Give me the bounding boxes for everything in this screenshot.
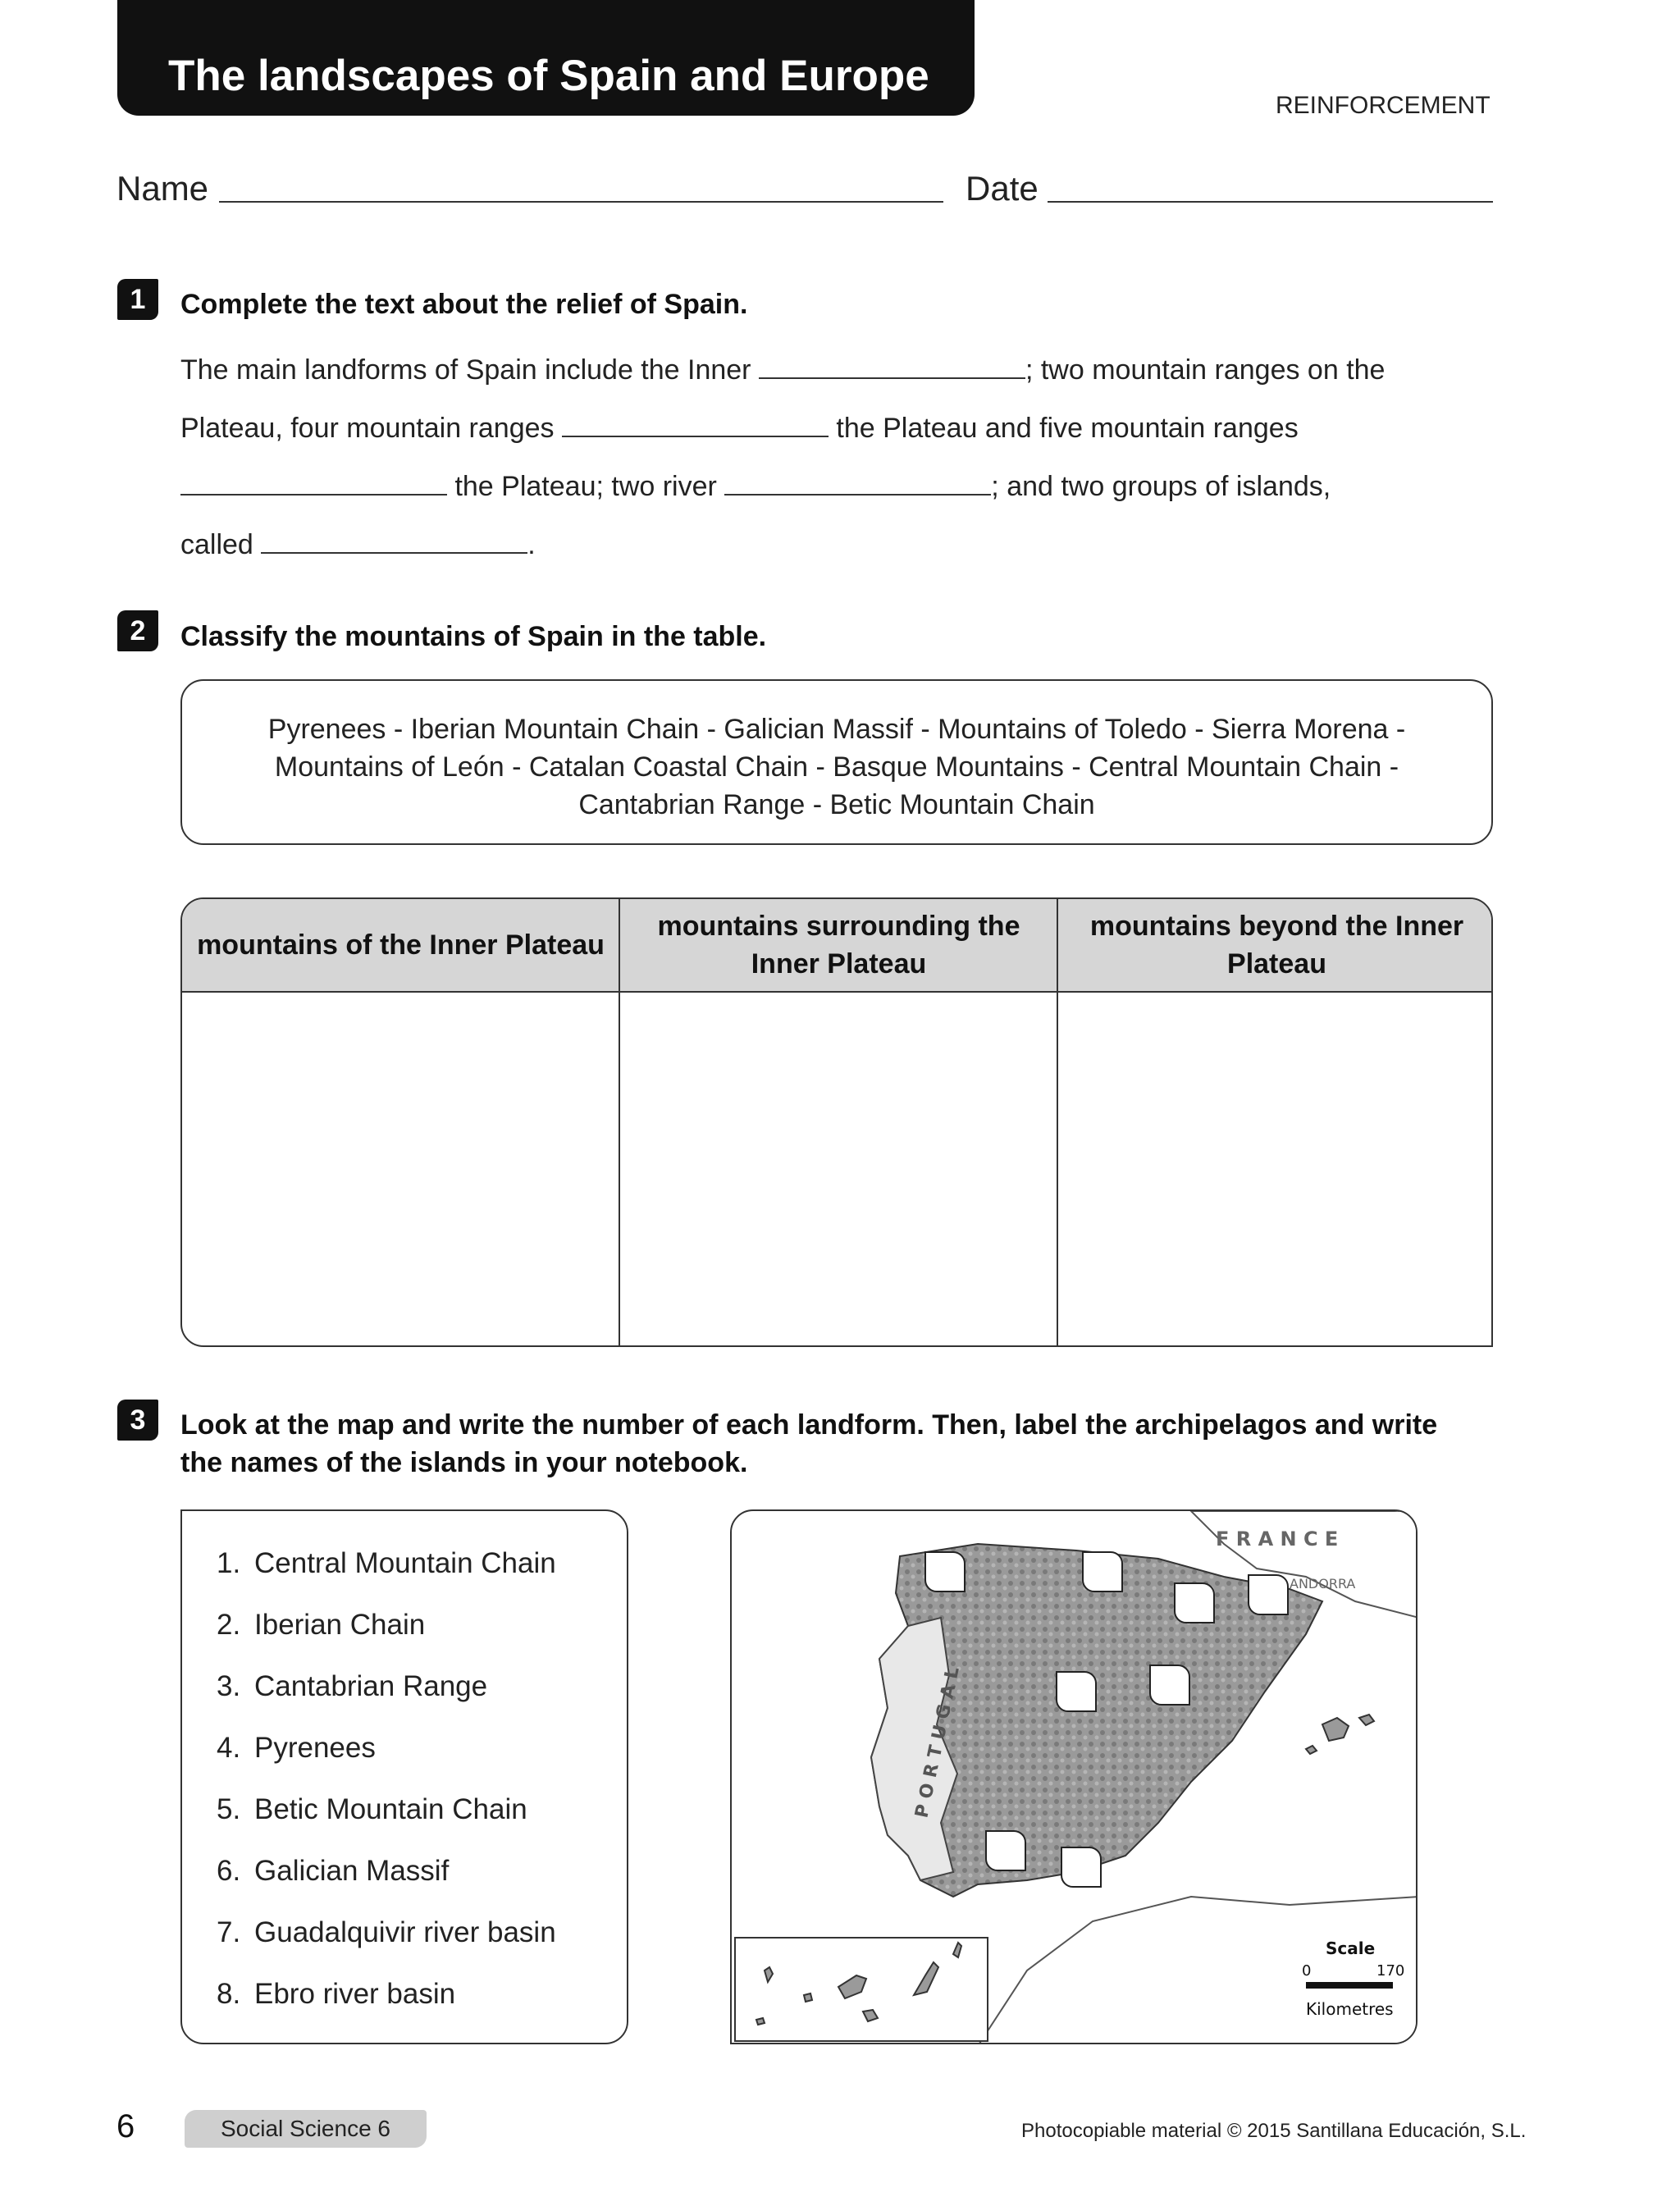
north-africa-land xyxy=(978,1897,1418,2044)
list-item: 6. Galician Massif xyxy=(217,1855,450,1887)
page-number: 6 xyxy=(116,2108,135,2144)
word-line: Pyrenees - Iberian Mountain Chain - Galician Massif - Mountains of Toledo - Sierra Morena - xyxy=(267,714,1406,745)
answer-marker[interactable] xyxy=(925,1552,965,1591)
answer-marker[interactable] xyxy=(1150,1665,1189,1705)
list-item: 3. Cantabrian Range xyxy=(217,1670,488,1702)
list-item: 8. Ebro river basin xyxy=(217,1978,456,2010)
word-line: Mountains of León - Catalan Coastal Chain - Basque Mountains - Central Mountain Chain - xyxy=(274,751,1399,783)
scale-title: Scale xyxy=(1326,1939,1376,1958)
answer-marker[interactable] xyxy=(1057,1672,1096,1711)
text-segment: ; and two groups of islands, xyxy=(991,471,1331,502)
exercise-3-number: 3 xyxy=(117,1400,158,1441)
fill-blank-4[interactable] xyxy=(724,493,991,495)
text-segment: the Plateau and five mountain ranges xyxy=(836,413,1299,444)
fill-blank-1[interactable] xyxy=(759,377,1025,379)
fill-blank-5[interactable] xyxy=(261,551,527,554)
answer-marker[interactable] xyxy=(1083,1552,1122,1591)
list-item: 7. Guadalquivir river basin xyxy=(217,1916,556,1948)
table-cell-surrounding[interactable] xyxy=(620,993,1057,1345)
exercise-3-instruction-line-1: Look at the map and write the number of each landform. Then, label the archipelagos and write xyxy=(180,1409,1438,1441)
text-segment: the Plateau; two river xyxy=(454,471,717,502)
list-item: 5. Betic Mountain Chain xyxy=(217,1793,527,1825)
word-line: Cantabrian Range - Betic Mountain Chain xyxy=(578,789,1095,820)
exercise-1-instruction: Complete the text about the relief of Spain. xyxy=(180,289,748,320)
fill-blank-3[interactable] xyxy=(180,493,447,495)
list-item: 4. Pyrenees xyxy=(217,1732,376,1764)
date-field[interactable] xyxy=(1048,201,1493,203)
answer-marker[interactable] xyxy=(1249,1575,1288,1614)
table-header-beyond: mountains beyond the Inner Plateau xyxy=(1089,911,1464,980)
fill-text-line-2 xyxy=(180,413,1299,445)
fill-blank-2[interactable] xyxy=(562,435,829,437)
scale-min: 0 xyxy=(1302,1962,1312,1980)
text-segment: ; two mountain ranges on the xyxy=(1025,354,1386,386)
scale-max: 170 xyxy=(1376,1962,1405,1980)
table-header-surrounding: mountains surrounding the Inner Plateau xyxy=(657,911,1020,980)
exercise-2-number: 2 xyxy=(117,610,158,651)
fill-text-line-3 xyxy=(180,471,1331,503)
balearic-islands xyxy=(1306,1715,1374,1754)
scale-bar xyxy=(1306,1982,1393,1989)
fill-text-line-1 xyxy=(180,354,1385,386)
scale-unit: Kilometres xyxy=(1306,1999,1394,2019)
table-header-inner-plateau: mountains of the Inner Plateau xyxy=(197,929,605,961)
text-segment: . xyxy=(527,529,536,560)
answer-marker[interactable] xyxy=(1175,1583,1214,1623)
portugal-label: P O R T U G A L xyxy=(911,1665,964,1820)
section-tag: REINFORCEMENT xyxy=(1276,92,1491,119)
exercise-1-number: 1 xyxy=(117,279,158,320)
table-cell-beyond[interactable] xyxy=(1058,993,1491,1345)
list-item: 1. Central Mountain Chain xyxy=(217,1547,556,1579)
exercise-3-instruction-line-2: the names of the islands in your notebook. xyxy=(180,1447,748,1478)
relief-map xyxy=(730,1509,1418,2044)
answer-marker[interactable] xyxy=(1061,1847,1101,1887)
landform-list xyxy=(180,1509,628,2044)
name-label: Name xyxy=(116,169,209,208)
exercise-2-instruction: Classify the mountains of Spain in the table. xyxy=(180,621,767,652)
france-label: F R A N C E xyxy=(1216,1528,1339,1550)
table-cell-inner-plateau[interactable] xyxy=(182,993,619,1345)
text-segment: Plateau, four mountain ranges xyxy=(180,413,555,444)
book-title-tab: Social Science 6 xyxy=(185,2110,427,2148)
text-segment: The main landforms of Spain include the Inner xyxy=(180,354,751,386)
date-label: Date xyxy=(966,169,1039,208)
page-title: The landscapes of Spain and Europe xyxy=(168,52,929,100)
text-segment: called xyxy=(180,529,253,560)
andorra-label: ANDORRA xyxy=(1290,1576,1356,1591)
fill-text-line-4 xyxy=(180,529,536,561)
list-item: 2. Iberian Chain xyxy=(217,1609,426,1641)
name-field[interactable] xyxy=(219,201,943,203)
copyright-notice: Photocopiable material © 2015 Santillana Educación, S.L. xyxy=(1021,2120,1527,2142)
relief-map-graphic xyxy=(732,1511,1418,2044)
mountain-word-box xyxy=(180,679,1493,845)
answer-marker[interactable] xyxy=(986,1831,1025,1870)
classification-table xyxy=(180,897,1493,1347)
